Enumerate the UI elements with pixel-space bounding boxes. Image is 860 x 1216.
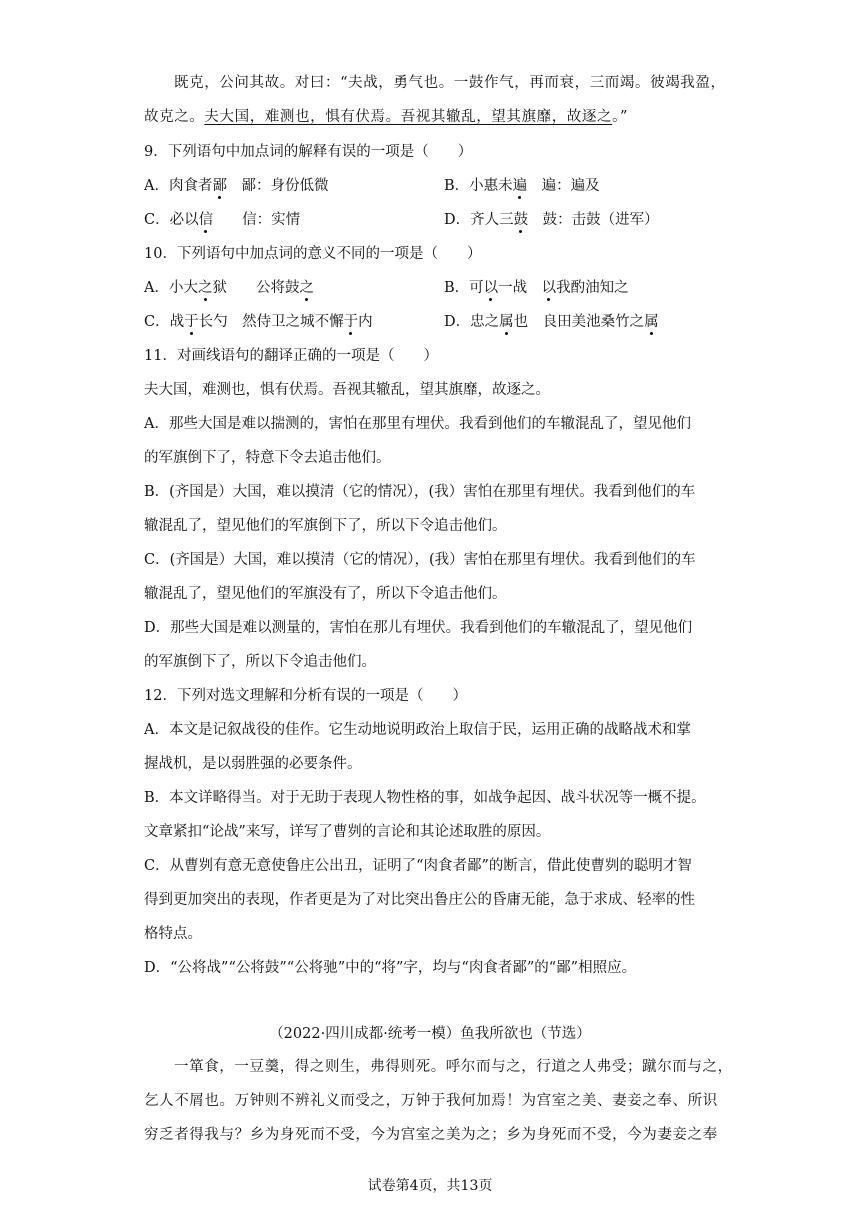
q11-option-a-line1: A．那些大国是难以揣测的，害怕在那里有埋伏。我看到他们的车辙混乱了，望见他们 — [144, 416, 691, 432]
question-9-stem: 9．下列语句中加点词的解释有误的一项是（ ） — [144, 144, 473, 160]
q12-option-b-line2: 文章紧扣“论战”来写，详写了曹刿的言论和其论述取胜的原因。 — [144, 824, 551, 840]
q12-option-b-line1: B．本文详略得当。对于无助于表现人物性格的事，如战争起因、战斗状况等一概不提。 — [144, 790, 706, 806]
q9-options-row1 — [144, 177, 724, 195]
question-12-stem: 12．下列对选文理解和分析有误的一项是（ ） — [144, 688, 467, 704]
q9-option-c: C．必以信 信：实情 — [144, 212, 301, 228]
passage-text: 。” — [612, 109, 628, 125]
q10-options-row2 — [144, 313, 724, 331]
passage-line — [144, 108, 628, 126]
q9-option-b: B．小惠未遍 遍：遍及 — [444, 178, 600, 194]
q10-options-row1 — [144, 279, 724, 297]
q11-option-c-line1: C．(齐国是）大国，难以摸清（它的情况），(我）害怕在那里有埋伏。我看到他们的车 — [144, 552, 696, 568]
q10-option-d: D．忠之属也 良田美池桑竹之属 — [444, 314, 659, 330]
q12-option-c-line3: 格特点。 — [144, 926, 202, 942]
q12-option-d-line1: D．“公将战”“公将鼓”“公将驰”中的“将”字，均与“肉食者鄙”的“鄙”相照应。 — [144, 960, 637, 976]
q11-option-b-line1: B．(齐国是）大国，难以摸清（它的情况），(我）害怕在那里有埋伏。我看到他们的车 — [144, 484, 696, 500]
q10-option-b: B．可以一战 以我酌油知之 — [444, 280, 629, 296]
q12-option-a-line2: 握战机，是以弱胜强的必要条件。 — [144, 756, 362, 772]
q9-option-a: A．肉食者鄙 鄙：身份低微 — [144, 178, 329, 194]
passage-line: 乞人不屑也。万钟则不辨礼义而受之，万钟于我何加焉！为宫室之美、妻妾之奉、所识 — [144, 1093, 718, 1109]
q10-option-c: C．战于长勺 然侍卫之城不懈于内 — [144, 314, 373, 330]
q10-option-a: A．小大之狱 公将鼓之 — [144, 280, 314, 296]
q12-option-a-line1: A．本文是记叙战役的佳作。它生动地说明政治上取信于民，运用正确的战略战术和掌 — [144, 722, 691, 738]
q11-quote: 夫大国，难测也，惧有伏焉。吾视其辙乱，望其旗靡，故逐之。 — [144, 382, 550, 398]
q11-option-c-line2: 辙混乱了，望见他们的军旗没有了，所以下令追击他们。 — [144, 586, 507, 602]
q9-option-d: D．齐人三鼓 鼓：击鼓（进军） — [444, 212, 659, 228]
page-number: 试卷第4页，共13页 — [367, 1178, 493, 1194]
q11-option-d-line1: D．那些大国是难以测量的，害怕在那儿有埋伏。我看到他们的车辙混乱了，望见他们 — [144, 620, 693, 636]
passage-text: 故克之。 — [144, 109, 205, 125]
underlined-sentence: 夫大国，难测也，惧有伏焉。吾视其辙乱，望其旗靡，故逐之 — [204, 109, 613, 125]
q12-option-c-line2: 得到更加突出的表现，作者更是为了对比突出鲁庄公的昏庸无能，急于求成、轻率的性 — [144, 892, 695, 908]
question-10-stem: 10．下列语句中加点词的意义不同的一项是（ ） — [144, 246, 482, 262]
passage-line: 穷乏者得我与？乡为身死而不受，今为宫室之美为之；乡为身死而不受，今为妻妾之奉 — [144, 1127, 718, 1143]
q11-option-d-line2: 的军旗倒下了，所以下令追击他们。 — [144, 654, 376, 670]
q12-option-c-line1: C．从曹刿有意无意使鲁庄公出丑，证明了“肉食者鄙”的断言，借此使曹刿的聪明才智 — [144, 858, 692, 874]
passage-line: 既克，公问其故。对曰：“夫战，勇气也。一鼓作气，再而衰，三而竭。彼竭我盈， — [174, 75, 726, 91]
section-heading: （2022·四川成都·统考一模）鱼我所欲也（节选） — [269, 1026, 591, 1042]
q11-option-a-line2: 的军旗倒下了，特意下令去追击他们。 — [144, 450, 391, 466]
passage-line: 一箪食，一豆羹，得之则生，弗得则死。呼尔而与之，行道之人弗受；蹴尔而与之， — [174, 1059, 733, 1075]
q11-option-b-line2: 辙混乱了，望见他们的军旗倒下了，所以下令追击他们。 — [144, 518, 507, 534]
q9-options-row2 — [144, 211, 724, 229]
question-11-stem: 11．对画线语句的翻译正确的一项是（ ） — [144, 348, 438, 364]
